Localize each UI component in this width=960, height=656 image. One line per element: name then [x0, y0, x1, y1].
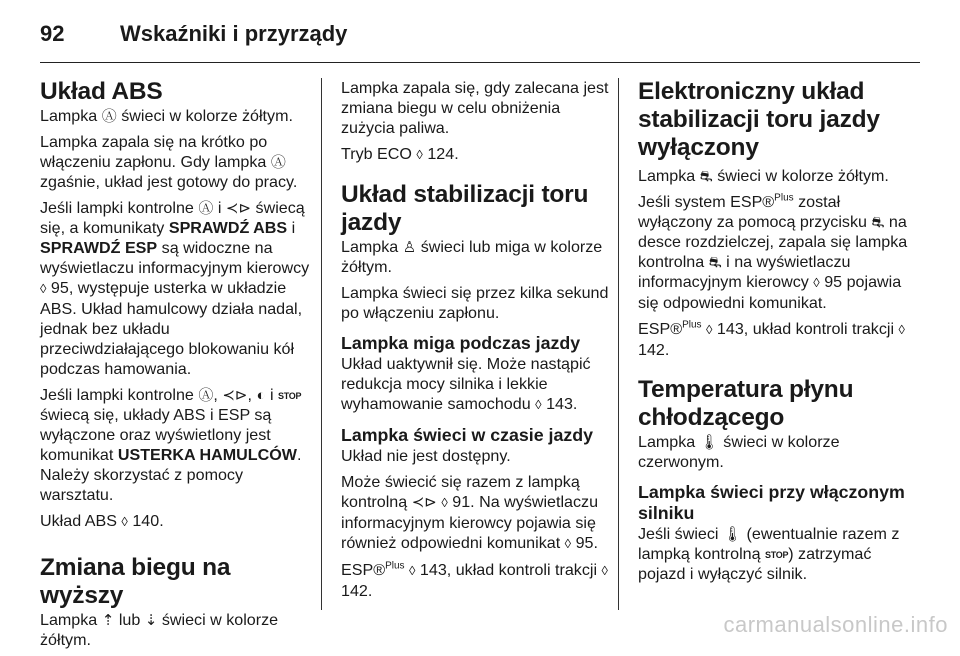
page-ref: 142 [638, 341, 665, 359]
column-divider [618, 78, 619, 610]
page-ref: 124 [427, 145, 455, 163]
subheading-engine-running: Lampka świeci przy włączonym silniku [638, 482, 905, 523]
xref-icon: ◊ [813, 275, 820, 290]
section-title-esp-off: Elektroniczny układ stabilizacji toru jazdy wyłączony [638, 78, 880, 161]
xref-icon: ◊ [416, 147, 423, 162]
paragraph: Tryb ECO ◊ 124. [341, 145, 459, 163]
abs-icon: Ⓐ [198, 200, 214, 217]
paragraph: Układ nie jest dostępny. [341, 447, 511, 465]
page-ref: 140 [132, 512, 160, 530]
paragraph: Układ ABS ◊ 140. [40, 512, 164, 530]
page-ref: 142 [341, 582, 368, 600]
paragraph: Jeśli lampki kontrolne Ⓐ, ≺⊳, ◐ i STOP świecą się, układy ABS i ESP są wyłączone oraz wyświetlony jest komunikat USTERKA HAMULCÓW. Należy skorzystać z pomocy warsztatu. [40, 386, 302, 504]
traction-control-icon: ≺⊳ [225, 200, 252, 217]
xref-icon: ◊ [441, 495, 448, 510]
paragraph: Lampka zapala się na krótko po włączeniu zapłonu. Gdy lampka Ⓐ zgaśnie, układ jest gotowy do pracy. [40, 133, 298, 191]
paragraph: ESP®$^{Plus}$ ◊ 143, układ kontroli trakcji ◊ 142. [341, 560, 608, 600]
column-3 [638, 78, 910, 590]
page-header [40, 18, 900, 50]
abs-icon: Ⓐ [101, 108, 117, 125]
stop-icon: STOP [765, 550, 789, 560]
stop-icon: STOP [278, 391, 302, 401]
page-ref: 95 [824, 273, 843, 291]
brake-system-icon: ◐ [256, 387, 266, 404]
page-ref: 143 [716, 320, 744, 338]
esp-off-icon: ⛐ [871, 214, 885, 231]
coolant-temperature-icon: 🌡 [699, 434, 719, 451]
paragraph: Lampka 🌡 świeci w kolorze czerwonym. [638, 433, 840, 471]
page-ref: 143 [419, 561, 447, 579]
paragraph: Lampka świeci się przez kilka sekund po włączeniu zapłonu. [341, 284, 609, 322]
header-divider [40, 62, 920, 63]
page-ref: 95 [50, 279, 69, 297]
paragraph: Układ uaktywnił się. Może nastąpić redukcja mocy silnika i lekkie wyhamowanie samochodu ◊ 143. [341, 355, 591, 413]
xref-icon: ◊ [409, 563, 416, 578]
paragraph: Jeśli system ESP®$^{Plus}$ został wyłączony za pomocą przycisku ⛐ na desce rozdzielczej, zapala się lampka kontrolna ⛐ i na wyświetlaczu informacyjnym kierowcy ◊ 95 pojawia się odpowiedni komunikat. [638, 192, 908, 312]
traction-control-icon: ≺⊳ [222, 387, 248, 404]
message-check-abs: SPRAWDŹ ABS [168, 219, 288, 237]
paragraph: Jeśli lampki kontrolne Ⓐ i ≺⊳ świecą się, a komunikaty SPRAWDŹ ABS i SPRAWDŹ ESP są widoczne na wyświetlaczu informacyjnym kierowcy ◊ 95, występuje usterka w układzie ABS. Układ hamulcowy działa nadal, jednak bez układu przeciwdziałającego blokowaniu kół podczas hamowania. [40, 199, 310, 378]
xref-icon: ◊ [535, 397, 542, 412]
xref-icon: ◊ [40, 281, 47, 296]
traction-control-icon: ≺⊳ [411, 494, 437, 511]
coolant-temperature-icon: 🌡 [722, 526, 743, 543]
column-divider [321, 78, 322, 610]
paragraph: Może świecić się razem z lampką kontrolną ≺⊳ ◊ 91. Na wyświetlaczu informacyjnym kierowcy pojawia się również odpowiedni komunikat ◊ 95. [341, 473, 599, 552]
section-title-abs: Układ ABS [40, 78, 163, 105]
page-ref: 95 [575, 534, 594, 552]
paragraph: Lampka Ⓐ świeci w kolorze żółtym. [40, 107, 293, 125]
paragraph: Lampka ⇡ lub ⇣ świeci w kolorze żółtym. [40, 611, 279, 649]
subheading-lit: Lampka świeci w czasie jazdy [341, 425, 594, 445]
xref-icon: ◊ [601, 563, 608, 578]
abs-icon: Ⓐ [270, 154, 286, 171]
message-brake-fault: USTERKA HAMULCÓW [117, 446, 297, 464]
page-ref: 91 [452, 493, 471, 511]
section-title-upshift: Zmiana biegu na wyższy [40, 554, 231, 609]
paragraph: Jeśli świeci 🌡 (ewentualnie razem z lampką kontrolną STOP) zatrzymać pojazd i wyłączyć silnik. [638, 525, 900, 583]
message-check-esp: SPRAWDŹ ESP [40, 239, 158, 257]
subheading-blinking: Lampka miga podczas jazdy [341, 333, 581, 353]
traction-control-icon: ♙ [402, 239, 417, 256]
page-ref: 143 [546, 395, 573, 413]
abs-icon: Ⓐ [198, 387, 214, 404]
watermark: carmanualsonline.info [723, 612, 948, 637]
xref-icon: ◊ [898, 322, 905, 337]
section-title-coolant: Temperatura płynu chłodzącego [638, 376, 854, 431]
section-title-traction: Układ stabilizacji toru jazdy [341, 181, 589, 236]
page-number: 92 [40, 21, 65, 46]
paragraph: Lampka ♙ świeci lub miga w kolorze żółtym. [341, 238, 603, 276]
upshift-icon: ⇡ [101, 612, 115, 629]
upshift-alt-icon: ⇣ [144, 612, 158, 629]
paragraph: Lampka zapala się, gdy zalecana jest zmiana biegu w celu obniżenia zużycia paliwa. [341, 79, 609, 137]
paragraph: Lampka ⛐ świeci w kolorze żółtym. [638, 167, 889, 185]
paragraph: ESP®$^{Plus}$ ◊ 143, układ kontroli trakcji ◊ 142. [638, 319, 905, 359]
chapter-title: Wskaźniki i przyrządy [120, 21, 348, 46]
xref-icon: ◊ [564, 536, 572, 551]
column-2 [341, 78, 613, 607]
xref-icon: ◊ [121, 514, 128, 529]
esp-off-icon: ⛐ [699, 168, 713, 185]
esp-off-icon: ⛐ [708, 254, 722, 271]
column-1 [40, 78, 312, 656]
xref-icon: ◊ [706, 322, 713, 337]
